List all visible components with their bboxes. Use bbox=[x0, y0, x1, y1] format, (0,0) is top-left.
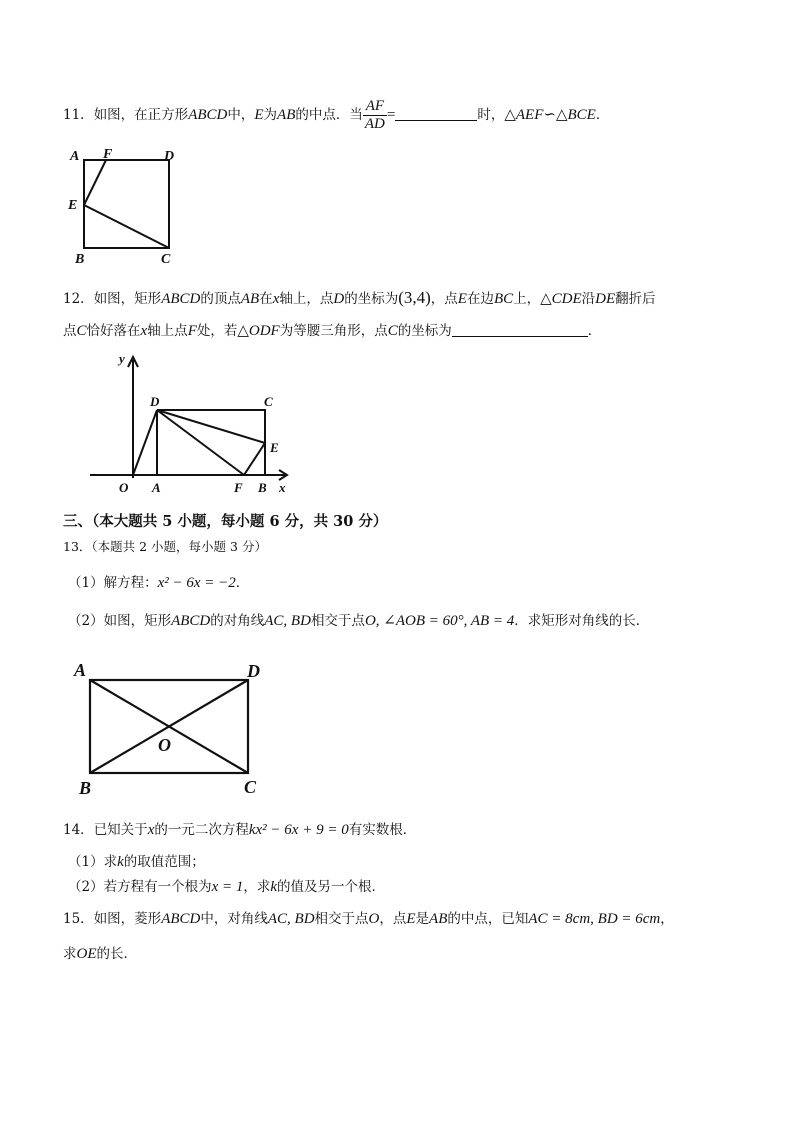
q13-label-c: C bbox=[244, 777, 257, 797]
q15-number: 15． bbox=[63, 911, 94, 927]
q12-text-line1: 12．如图，矩形ABCD的顶点AB在x轴上，点D的坐标为(3,4)，点E在边BC上，△CDE沿DE翻折后 bbox=[63, 288, 656, 307]
q12-answer-blank[interactable] bbox=[452, 322, 588, 337]
q11-label-b: B bbox=[75, 252, 85, 267]
q11-number: 11． bbox=[63, 107, 94, 123]
q13-part1: （1）解方程：x² − 6x = −2． bbox=[68, 575, 250, 591]
section-3-heading: 三、（本大题共 5 小题，每小题 6 分，共 30 分） bbox=[63, 513, 388, 530]
q12-label-f: F bbox=[234, 480, 243, 495]
q12-text-line2: 点C恰好落在x轴上点F处，若△ODF为等腰三角形，点C的坐标为 ． bbox=[63, 323, 602, 339]
q11-answer-blank[interactable] bbox=[395, 106, 477, 121]
q12-axis-x-label: x bbox=[279, 480, 286, 495]
q13-label-o: O bbox=[158, 735, 171, 755]
q13-label-b: B bbox=[79, 778, 92, 798]
q12-number: 12． bbox=[63, 291, 94, 307]
q12-label-c: C bbox=[264, 394, 273, 409]
q15-text-line2: 求OE的长． bbox=[63, 946, 137, 962]
q11-text: 11．如图，在正方形ABCD中，E为AB的中点．当 $\frac{AF}{AD}$ = 时，△AEF∽△BCE． bbox=[63, 98, 610, 132]
q12-label-b: B bbox=[258, 480, 267, 495]
q11-label-d: D bbox=[164, 149, 175, 164]
q13-intro: 13．（本题共 2 小题，每小题 3 分） bbox=[63, 539, 267, 554]
q14-number: 14． bbox=[63, 822, 94, 838]
q12-label-d: D bbox=[150, 394, 160, 409]
q12-label-a: A bbox=[152, 480, 161, 495]
q14-part1: （1）求k的取值范围； bbox=[68, 854, 205, 870]
q15-text-line1: 15．如图，菱形ABCD中，对角线AC, BD相交于点O，点E是AB的中点，已知AC = 8cm, BD = 6cm， bbox=[63, 911, 674, 927]
q11-label-a: A bbox=[70, 149, 80, 164]
q13-number: 13． bbox=[63, 539, 92, 554]
q12-label-o: O bbox=[119, 480, 129, 495]
q14-part2: （2）若方程有一个根为x = 1，求k的值及另一个根． bbox=[68, 879, 386, 895]
q11-fraction: $\frac{AF}{AD}$ bbox=[364, 98, 385, 132]
q14-text: 14．已知关于x的一元二次方程kx² − 6x + 9 = 0有实数根． bbox=[63, 822, 417, 838]
q12-axis-y-label: y bbox=[119, 351, 125, 366]
q12-label-e: E bbox=[270, 440, 279, 455]
q11-label-e: E bbox=[68, 198, 78, 213]
q13-label-a: A bbox=[74, 660, 87, 680]
q11-label-f: F bbox=[103, 147, 113, 162]
q13-part2: （2）如图，矩形ABCD的对角线AC, BD相交于点O, ∠AOB = 60°, AB = 4．求矩形对角线的长． bbox=[68, 613, 650, 629]
q11-label-c: C bbox=[161, 252, 171, 267]
q13-label-d: D bbox=[247, 661, 260, 681]
